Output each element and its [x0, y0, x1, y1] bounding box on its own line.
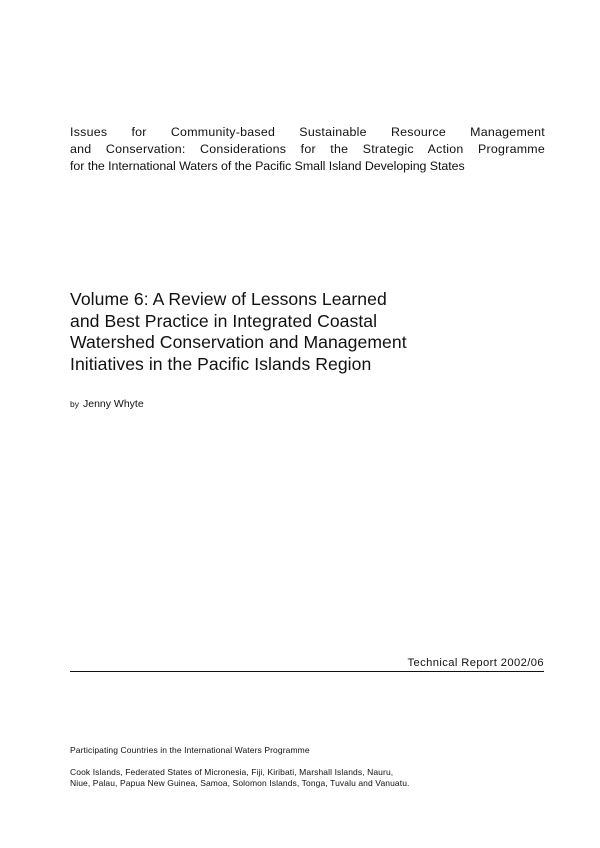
series-title-line: Issues for Community-based Sustainable Resource Management	[70, 125, 545, 139]
byline-prefix: by	[70, 399, 79, 409]
series-title-line: for the International Waters of the Pacific Small Island Developing States	[70, 159, 465, 173]
author-name: Jenny Whyte	[82, 398, 144, 410]
horizontal-rule	[70, 671, 544, 672]
volume-title	[70, 289, 490, 375]
participants-line: Niue, Palau, Papua New Guinea, Samoa, Solomon Islands, Tonga, Tuvalu and Vanuatu.	[70, 778, 410, 788]
series-title	[70, 124, 545, 175]
volume-title-line: Watershed Conservation and Management	[70, 332, 407, 352]
participants-heading: Participating Countries in the International Waters Programme	[70, 745, 310, 755]
author-byline	[70, 397, 144, 411]
volume-title-line: Initiatives in the Pacific Islands Region	[70, 353, 372, 374]
volume-title-line: and Best Practice in Integrated Coastal	[70, 310, 378, 331]
volume-title-line: Volume 6: A Review of Lessons Learned	[70, 289, 387, 309]
series-title-line: and Conservation: Considerations for the Strategic Action Programme	[70, 142, 545, 156]
participants-line: Cook Islands, Federated States of Micronesia, Fiji, Kiribati, Marshall Islands, Nauru,	[70, 766, 394, 777]
participating-countries	[70, 745, 550, 790]
report-number: Technical Report 2002/06	[407, 657, 544, 669]
